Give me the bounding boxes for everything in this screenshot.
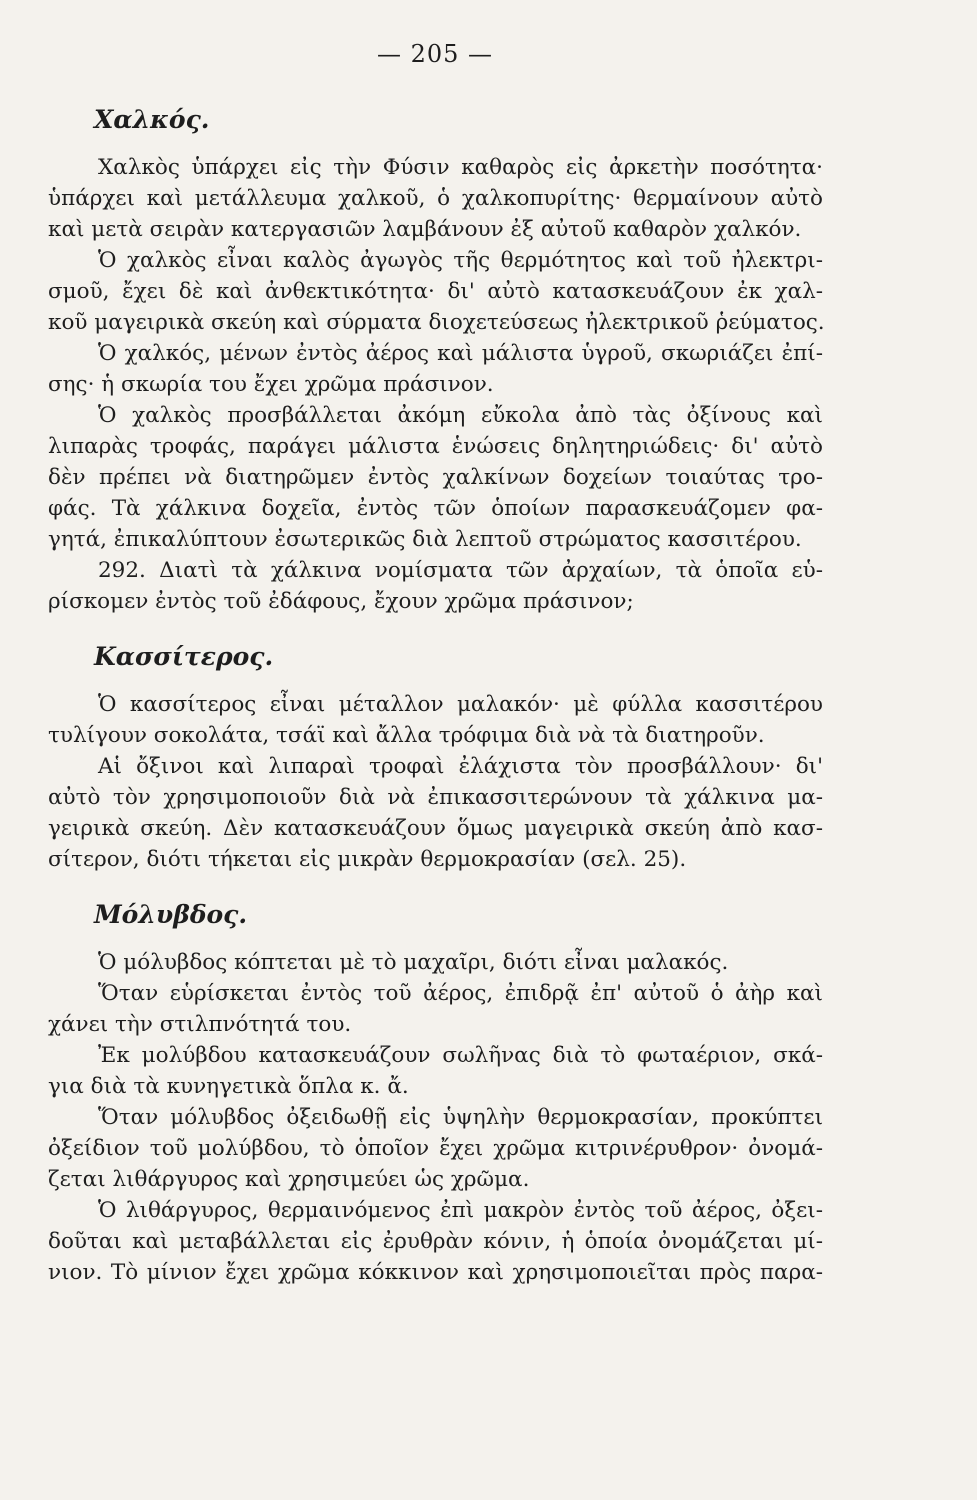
- text-line: κοῦ μαγειρικὰ σκεύη καὶ σύρματα διοχετεύσεως ἠλεκτρικοῦ ῥεύματος.: [48, 310, 825, 335]
- text-line: ζεται λιθάργυρος καὶ χρησιμεύει ὡς χρῶμα.: [48, 1167, 530, 1192]
- text-line: καὶ μετὰ σειρὰν κατεργασιῶν λαμβάνουν ἐξ αὐτοῦ καθαρὸν χαλκόν.: [48, 217, 802, 242]
- text-line: Χαλκὸς ὑπάρχει εἰς τὴν Φύσιν καθαρὸς εἰς ἀρκετὴν ποσότητα·: [98, 155, 823, 180]
- text-line: σίτερον, διότι τήκεται εἰς μικρὰν θερμοκρασίαν (σελ. 25).: [48, 847, 687, 872]
- text-line: Ὁ μόλυβδος κόπτεται μὲ τὸ μαχαῖρι, διότι εἶναι μαλακός.: [98, 950, 729, 975]
- text-line: γειρικὰ σκεύη. Δὲν κατασκευάζουν ὅμως μαγειρικὰ σκεύη ἀπὸ κασ-: [48, 816, 823, 841]
- section-heading-lead: Μόλυβδος.: [94, 900, 248, 929]
- text-line: Ἐκ μολύβδου κατασκευάζουν σωλῆνας διὰ τὸ φωταέριον, σκά-: [98, 1043, 823, 1068]
- page-number: — 205 —: [376, 40, 494, 68]
- text-line: δοῦται καὶ μεταβάλλεται εἰς ἐρυθρὰν κόνιν, ἡ ὁποία ὀνομάζεται μί-: [48, 1229, 823, 1254]
- section-heading-tin: Κασσίτερος.: [94, 642, 274, 671]
- text-line: Ὁ χαλκὸς προσβάλλεται ἀκόμη εὔκολα ἀπὸ τὰς ὀξίνους καὶ: [98, 403, 823, 428]
- section-heading-copper: Χαλκός.: [94, 105, 210, 134]
- text-line: σμοῦ, ἔχει δὲ καὶ ἀνθεκτικότητα· δι' αὐτὸ κατασκευάζουν ἐκ χαλ-: [48, 279, 823, 304]
- text-line: νιον. Τὸ μίνιον ἔχει χρῶμα κόκκινον καὶ χρησιμοποιεῖται πρὸς παρα-: [48, 1260, 823, 1285]
- text-line: Ὅταν εὑρίσκεται ἐντὸς τοῦ ἀέρος, ἐπιδρᾷ ἐπ' αὐτοῦ ὁ ἀὴρ καὶ: [98, 981, 823, 1006]
- text-line: γητά, ἐπικαλύπτουν ἐσωτερικῶς διὰ λεπτοῦ στρώματος κασσιτέρου.: [48, 527, 802, 552]
- text-block: [48, 100, 823, 1288]
- text-line: Αἱ ὄξινοι καὶ λιπαραὶ τροφαὶ ἐλάχιστα τὸν προσβάλλουν· δι': [98, 754, 823, 779]
- text-line: ὀξείδιον τοῦ μολύβδου, τὸ ὁποῖον ἔχει χρῶμα κιτρινέρυθρον· ὀνομά-: [48, 1136, 823, 1161]
- text-line: Ὁ λιθάργυρος, θερμαινόμενος ἐπὶ μακρὸν ἐντὸς τοῦ ἀέρος, ὀξει-: [98, 1198, 823, 1223]
- text-line: χάνει τὴν στιλπνότητά του.: [48, 1012, 352, 1037]
- text-line: λιπαρὰς τροφάς, παράγει μάλιστα ἑνώσεις δηλητηριώδεις· δι' αὐτὸ: [48, 434, 823, 459]
- text-line: ὑπάρχει καὶ μετάλλευμα χαλκοῦ, ὁ χαλκοπυρίτης· θερμαίνουν αὐτὸ: [48, 186, 823, 211]
- text-line: 292. Διατὶ τὰ χάλκινα νομίσματα τῶν ἀρχαίων, τὰ ὁποῖα εὑ-: [98, 558, 823, 583]
- text-line: Ὁ χαλκὸς εἶναι καλὸς ἀγωγὸς τῆς θερμότητος καὶ τοῦ ἠλεκτρι-: [98, 248, 823, 273]
- text-line: φάς. Τὰ χάλκινα δοχεῖα, ἐντὸς τῶν ὁποίων παρασκευάζομεν φα-: [48, 496, 823, 521]
- text-line: τυλίγουν σοκολάτα, τσάϊ καὶ ἄλλα τρόφιμα διὰ νὰ τὰ διατηροῦν.: [48, 723, 765, 748]
- text-line: σης· ἡ σκωρία του ἔχει χρῶμα πράσινον.: [48, 372, 494, 397]
- text-line: Ὅταν μόλυβδος ὀξειδωθῇ εἰς ὑψηλὴν θερμοκρασίαν, προκύπτει: [98, 1105, 823, 1130]
- text-line: Ὁ κασσίτερος εἶναι μέταλλον μαλακόν· μὲ φύλλα κασσιτέρου: [98, 692, 823, 717]
- text-line: Ὁ χαλκός, μένων ἐντὸς ἀέρος καὶ μάλιστα ὑγροῦ, σκωριάζει ἐπί-: [98, 341, 823, 366]
- text-line: αὐτὸ τὸν χρησιμοποιοῦν διὰ νὰ ἐπικασσιτερώνουν τὰ χάλκινα μα-: [48, 785, 823, 810]
- text-line: για διὰ τὰ κυνηγετικὰ ὅπλα κ. ἄ.: [48, 1074, 409, 1099]
- text-line: δὲν πρέπει νὰ διατηρῶμεν ἐντὸς χαλκίνων δοχείων τοιαύτας τρο-: [48, 465, 823, 490]
- text-line: ρίσκομεν ἐντὸς τοῦ ἐδάφους, ἔχουν χρῶμα πράσινον;: [48, 589, 634, 614]
